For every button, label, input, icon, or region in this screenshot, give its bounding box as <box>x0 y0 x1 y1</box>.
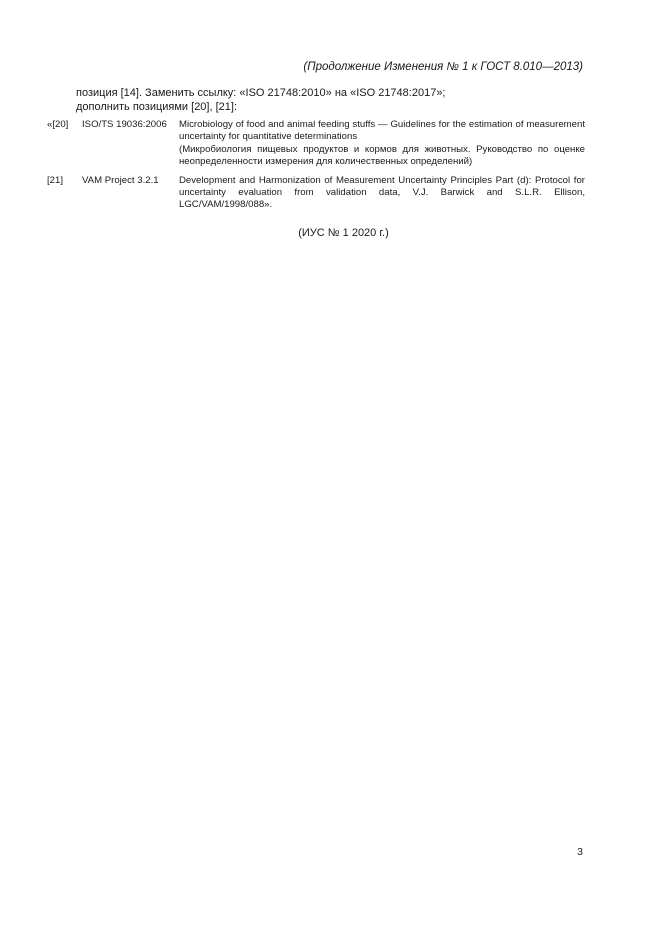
reference-description <box>179 175 585 212</box>
reference-title-en: Development and Harmonization of Measurement Uncertainty Principles Part (d): Protocol for uncertainty evaluation from validation data, V.J. Barwick and S.L.R. Ellison, LGC/VAM/1998/088». <box>179 174 585 211</box>
reference-item <box>47 119 585 169</box>
intro-line-1: позиция [14]. Заменить ссылку: «ISO 21748:2010» на «ISO 21748:2017»; <box>76 87 446 99</box>
reference-description <box>179 119 585 169</box>
page-header: (Продолжение Изменения № 1 к ГОСТ 8.010—2013) <box>303 61 583 73</box>
intro-text <box>76 86 596 114</box>
reference-list <box>47 119 585 218</box>
reference-title-en: Microbiology of food and animal feeding stuffs — Guidelines for the estimation of measurement uncertainty for quantitative determinations <box>179 119 585 143</box>
intro-line-2: дополнить позициями [20], [21]: <box>76 101 237 113</box>
ius-text: (ИУС № 1 2020 г.) <box>298 227 389 239</box>
ius-note <box>0 227 661 239</box>
reference-code: ISO/TS 19036:2006 <box>82 119 167 130</box>
page-number: 3 <box>577 846 583 858</box>
reference-title-ru: (Микробиология пищевых продуктов и кормов для животных. Руководство по оценке неопределенности измерения для количественных определений) <box>179 143 585 168</box>
reference-item <box>47 175 585 212</box>
reference-code: VAM Project 3.2.1 <box>82 174 159 186</box>
reference-number: «[20] <box>47 119 69 130</box>
reference-number: [21] <box>47 174 64 186</box>
